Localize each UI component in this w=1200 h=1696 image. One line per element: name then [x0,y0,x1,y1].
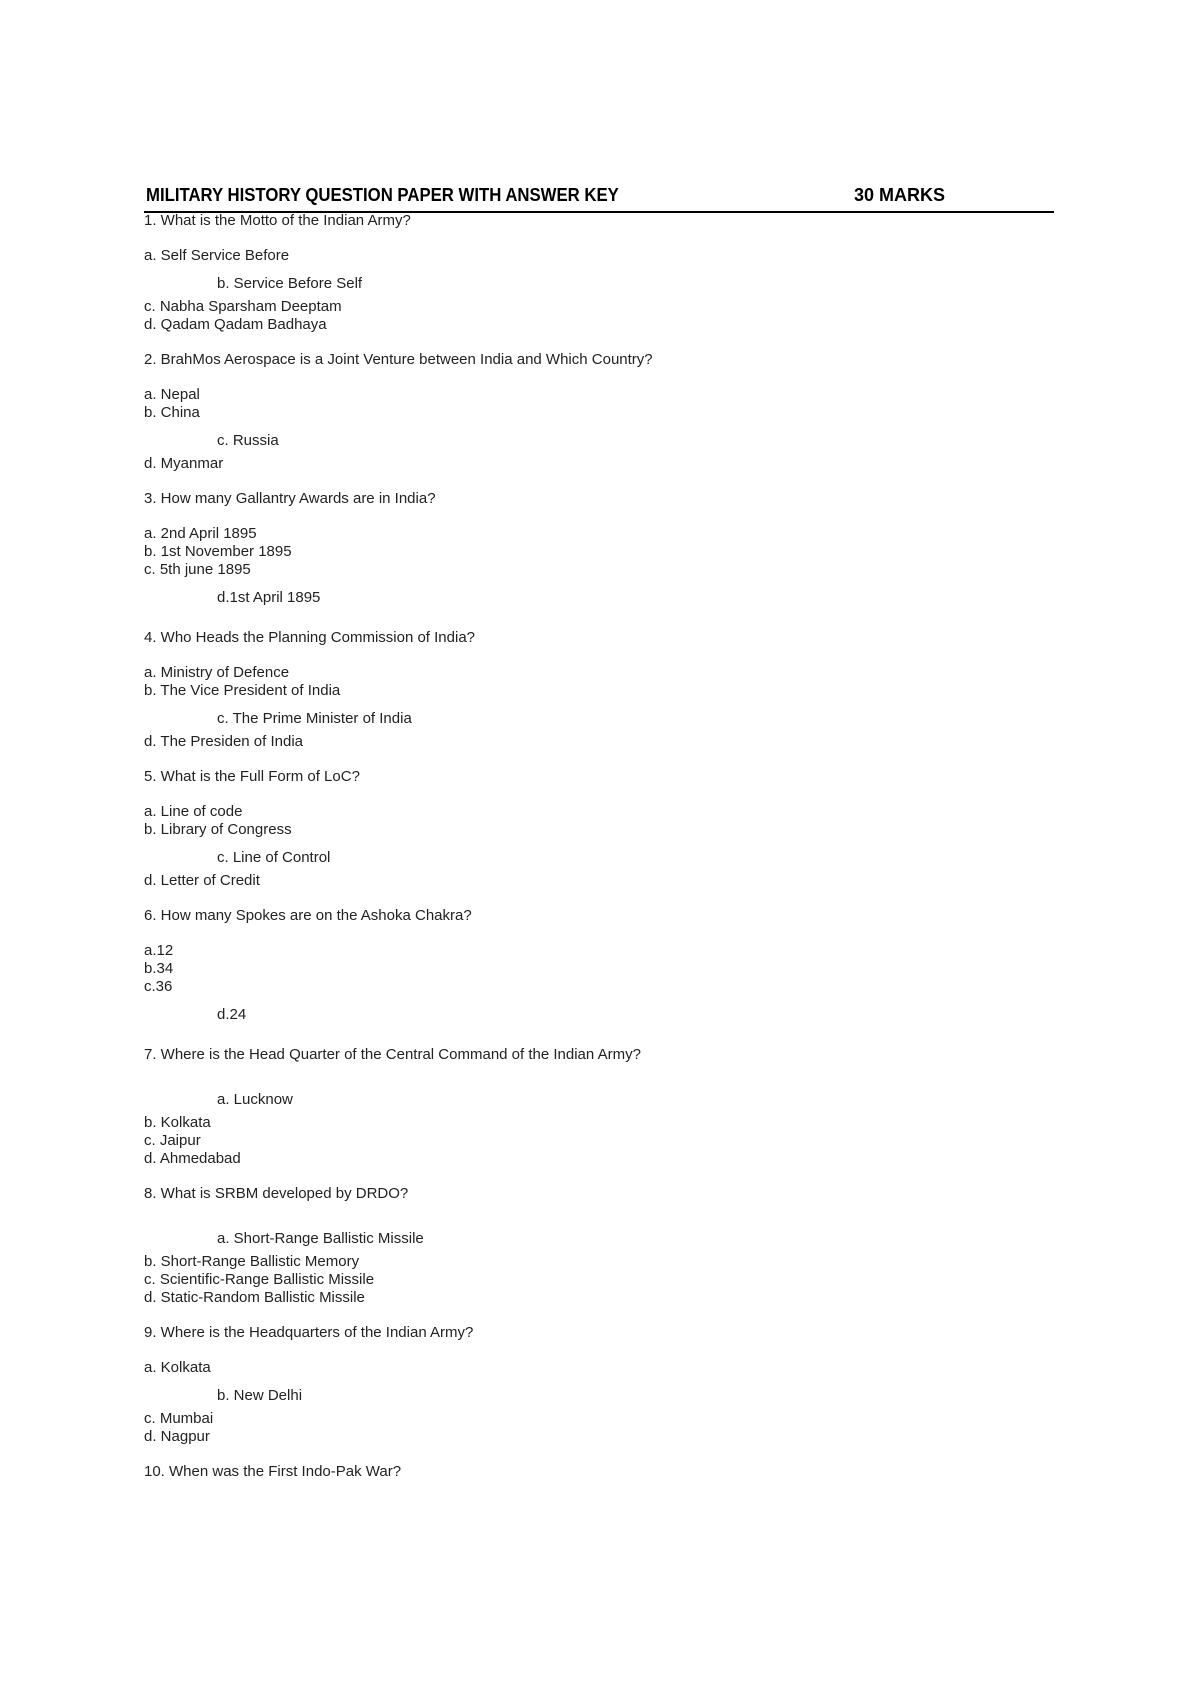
question-text: 5. What is the Full Form of LoC? [144,768,360,785]
question-list [144,212,1054,1498]
question-text: 10. When was the First Indo-Pak War? [144,1463,402,1480]
option: c.36 [144,978,173,995]
option: b. 1st November 1895 [144,543,292,560]
page-header [144,185,1054,213]
option: c. Mumbai [144,1410,214,1427]
question-block [144,1324,1054,1463]
paper-title: MILITARY HISTORY QUESTION PAPER WITH ANSWER KEY [146,185,619,205]
option: c. Scientific-Range Ballistic Missile [144,1271,375,1288]
option: c. 5th june 1895 [144,561,251,578]
option: a. Self Service Before [144,247,290,264]
answer-option: b. New Delhi [217,1387,303,1404]
question-spacer [144,334,1054,351]
question-text: 4. Who Heads the Planning Commission of India? [144,629,476,646]
option: a.12 [144,942,174,959]
answer-option: c. Russia [217,432,279,449]
question-block [144,1046,1054,1185]
option: c. Jaipur [144,1132,201,1149]
question-spacer [144,1029,1054,1046]
option: b.34 [144,960,174,977]
answer-option: c. The Prime Minister of India [217,710,412,727]
question-spacer [144,473,1054,490]
question-block [144,351,1054,490]
question-text: 7. Where is the Head Quarter of the Central Command of the Indian Army? [144,1046,641,1063]
question-block [144,768,1054,907]
option: d. The Presiden of India [144,733,303,750]
answer-option: b. Service Before Self [217,275,363,292]
question-text: 3. How many Gallantry Awards are in India? [144,490,436,507]
question-block [144,1463,1054,1481]
option: d. Myanmar [144,455,224,472]
question-block [144,1185,1054,1324]
option: b. Short-Range Ballistic Memory [144,1253,360,1270]
question-block [144,907,1054,1046]
question-spacer [144,751,1054,768]
option: d. Qadam Qadam Badhaya [144,316,327,333]
answer-option: c. Line of Control [217,849,331,866]
answer-option: a. Short-Range Ballistic Missile [217,1230,424,1247]
question-text: 8. What is SRBM developed by DRDO? [144,1185,409,1202]
question-block [144,629,1054,768]
option: a. Kolkata [144,1359,211,1376]
option: d. Letter of Credit [144,872,260,889]
question-text: 1. What is the Motto of the Indian Army? [144,212,411,229]
question-spacer [144,890,1054,907]
option: a. Nepal [144,386,200,403]
answer-option: d.24 [217,1006,247,1023]
question-text: 6. How many Spokes are on the Ashoka Chakra? [144,907,472,924]
option: b. China [144,404,200,421]
question-spacer [144,1168,1054,1185]
option: d. Nagpur [144,1428,210,1445]
question-text: 9. Where is the Headquarters of the Indian Army? [144,1324,474,1341]
option: c. Nabha Sparsham Deeptam [144,298,342,315]
option: d. Static-Random Ballistic Missile [144,1289,365,1306]
answer-option: a. Lucknow [217,1091,293,1108]
question-block [144,212,1054,351]
option: b. The Vice President of India [144,682,341,699]
question-spacer [144,1446,1054,1463]
option: b. Kolkata [144,1114,211,1131]
question-spacer [144,1307,1054,1324]
option: a. Ministry of Defence [144,664,290,681]
question-text: 2. BrahMos Aerospace is a Joint Venture between India and Which Country? [144,351,653,368]
question-spacer [144,612,1054,629]
option: a. Line of code [144,803,243,820]
total-marks: 30 MARKS [854,185,946,205]
option: d. Ahmedabad [144,1150,241,1167]
answer-option: d.1st April 1895 [217,589,321,606]
question-block [144,490,1054,629]
option: b. Library of Congress [144,821,292,838]
option: a. 2nd April 1895 [144,525,257,542]
